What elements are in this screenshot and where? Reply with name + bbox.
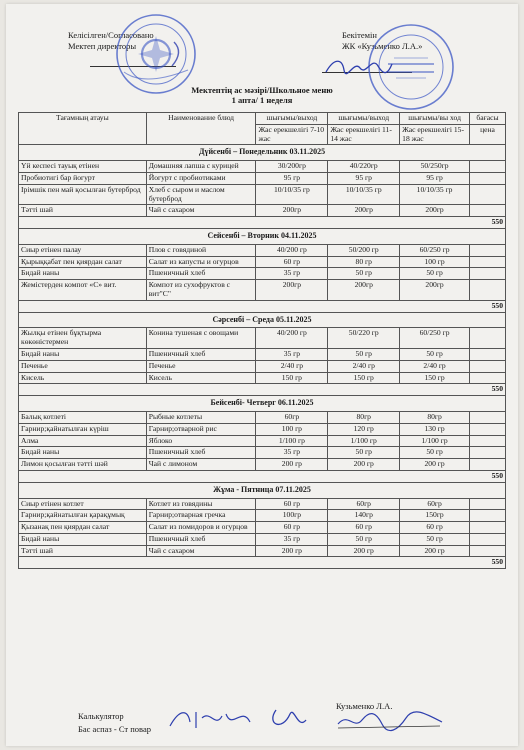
portion-15-18: 130 гр (400, 423, 470, 435)
price-cell (470, 510, 506, 522)
day-total-row (19, 300, 506, 312)
portion-11-14: 50/220 гр (328, 328, 400, 349)
table-row (19, 328, 506, 349)
price-cell (470, 372, 506, 384)
portion-7-10: 60 гр (256, 522, 328, 534)
table-row (19, 372, 506, 384)
portion-11-14: 50 гр (328, 447, 400, 459)
portion-7-10: 2/40 гр (256, 360, 328, 372)
day-header-row (19, 312, 506, 328)
portion-15-18: 60 гр (400, 522, 470, 534)
portion-15-18: 10/10/35 гр (400, 184, 470, 205)
table-row (19, 244, 506, 256)
portion-7-10: 60гр (256, 411, 328, 423)
dish-name-kz: Гарнир;қайнатылған қарақұмық (19, 510, 147, 522)
portion-7-10: 95 гр (256, 172, 328, 184)
portion-7-10: 1/100 гр (256, 435, 328, 447)
menu-sheet (6, 4, 518, 746)
portion-11-14: 200гр (328, 280, 400, 301)
menu-table (18, 112, 506, 569)
dish-name-kz: Үй кеспесі тауық етінен (19, 161, 147, 173)
dish-name-ru: Пшеничный хлеб (146, 533, 256, 545)
dish-name-ru: Пшеничный хлеб (146, 447, 256, 459)
dish-name-kz: Кисель (19, 372, 147, 384)
price-cell (470, 522, 506, 534)
price-cell (470, 268, 506, 280)
portion-11-14: 95 гр (328, 172, 400, 184)
portion-7-10: 40/200 гр (256, 244, 328, 256)
agreed-label: Келісілген/Согласовано (68, 30, 154, 40)
portion-15-18: 60/250 гр (400, 244, 470, 256)
dish-name-ru: Салат из капусты и огурцов (146, 256, 256, 268)
portion-11-14: 150 гр (328, 372, 400, 384)
portion-15-18: 2/40 гр (400, 360, 470, 372)
price-cell (470, 244, 506, 256)
price-cell (470, 161, 506, 173)
dish-name-kz: Лимон қосылған тәтті шәй (19, 459, 147, 471)
portion-15-18: 80гр (400, 411, 470, 423)
table-row (19, 522, 506, 534)
col-header-g3: шығымы/вы ход (400, 113, 470, 125)
dish-name-kz: Бидай наны (19, 447, 147, 459)
portion-7-10: 60 гр (256, 498, 328, 510)
price-cell (470, 447, 506, 459)
col-sub-price: цена (470, 124, 506, 145)
table-row (19, 423, 506, 435)
col-header-g2: шығымы/выход (328, 113, 400, 125)
dish-name-kz: Алма (19, 435, 147, 447)
col-header-g1: шығымы/выход (256, 113, 328, 125)
dish-name-kz: Бидай наны (19, 533, 147, 545)
price-cell (470, 184, 506, 205)
portion-11-14: 200 гр (328, 459, 400, 471)
table-row (19, 348, 506, 360)
entrepreneur-label: ЖК «Кузьменко Л.А.» (342, 41, 423, 51)
day-total-row (19, 384, 506, 396)
table-row (19, 268, 506, 280)
dish-name-kz: Қырыққабат пен қиярдан салат (19, 256, 147, 268)
portion-7-10: 200 гр (256, 459, 328, 471)
portion-11-14: 60гр (328, 498, 400, 510)
dish-name-kz: Балық котлеті (19, 411, 147, 423)
table-row (19, 545, 506, 557)
portion-7-10: 200гр (256, 280, 328, 301)
price-cell (470, 205, 506, 217)
menu-week: 1 апта/ 1 неделя (231, 95, 293, 105)
day-total-row (19, 470, 506, 482)
table-row (19, 435, 506, 447)
day-title: Сәрсенбі – Среда 05.11.2025 (19, 312, 506, 328)
calculator-name: Кузьменко Л.А. (336, 701, 393, 711)
portion-15-18: 200 гр (400, 545, 470, 557)
price-cell (470, 423, 506, 435)
table-row (19, 280, 506, 301)
portion-11-14: 80 гр (328, 256, 400, 268)
portion-15-18: 60гр (400, 498, 470, 510)
dish-name-ru: Плов с говядиной (146, 244, 256, 256)
dish-name-ru: Рыбные котлеты (146, 411, 256, 423)
dish-name-ru: Чай с сахаром (146, 205, 256, 217)
portion-7-10: 35 гр (256, 447, 328, 459)
portion-15-18: 50 гр (400, 268, 470, 280)
dish-name-ru: Хлеб с сыром и маслом бутерброд (146, 184, 256, 205)
dish-name-ru: Салат из помидоров и огурцов (146, 522, 256, 534)
dish-name-kz: Ірімшік пен май қосылған бутерброд (19, 184, 147, 205)
menu-body (19, 145, 506, 569)
price-cell (470, 545, 506, 557)
portion-7-10: 35 гр (256, 533, 328, 545)
dish-name-kz: Бидай наны (19, 268, 147, 280)
portion-11-14: 60 гр (328, 522, 400, 534)
portion-15-18: 200гр (400, 205, 470, 217)
day-total-row (19, 217, 506, 229)
portion-7-10: 35 гр (256, 268, 328, 280)
price-cell (470, 328, 506, 349)
menu-title: Мектептің ас мәзірі/Школьное меню (191, 85, 333, 95)
dish-name-ru: Гарнир;отварная гречка (146, 510, 256, 522)
portion-7-10: 40/200 гр (256, 328, 328, 349)
price-cell (470, 172, 506, 184)
price-cell (470, 411, 506, 423)
dish-name-ru: Котлет из говядины (146, 498, 256, 510)
dish-name-ru: Яблоко (146, 435, 256, 447)
approve-label: Бекітемін (342, 30, 377, 40)
price-cell (470, 435, 506, 447)
table-row (19, 459, 506, 471)
dish-name-kz: Сиыр етінен палау (19, 244, 147, 256)
price-cell (470, 459, 506, 471)
portion-15-18: 50 гр (400, 447, 470, 459)
day-header-row (19, 145, 506, 161)
col-sub-g3: Жас ерекшелігі 15-18 жас (400, 124, 470, 145)
day-total-price: 550 (19, 217, 506, 229)
col-sub-g1: Жас ерекшелігі 7-10 жас (256, 124, 328, 145)
portion-7-10: 60 гр (256, 256, 328, 268)
day-title: Бейсенбі- Четверг 06.11.2025 (19, 396, 506, 412)
col-header-ru: Наименование блюд (146, 113, 256, 145)
dish-name-kz: Қызанақ пен қиярдан салат (19, 522, 147, 534)
director-label: Мектеп директоры (68, 41, 137, 51)
col-header-kz: Тағамның атауы (19, 113, 147, 145)
dish-name-ru: Печенье (146, 360, 256, 372)
portion-7-10: 100гр (256, 510, 328, 522)
day-title: Дүйсенбі – Понедельник 03.11.2025 (19, 145, 506, 161)
portion-15-18: 100 гр (400, 256, 470, 268)
dish-name-ru: Гарнир;отварной рис (146, 423, 256, 435)
portion-7-10: 35 гр (256, 348, 328, 360)
day-total-price: 550 (19, 300, 506, 312)
table-row (19, 205, 506, 217)
price-cell (470, 348, 506, 360)
portion-15-18: 50/250гр (400, 161, 470, 173)
table-row (19, 411, 506, 423)
table-row (19, 447, 506, 459)
portion-11-14: 50 гр (328, 348, 400, 360)
dish-name-kz: Печенье (19, 360, 147, 372)
portion-7-10: 100 гр (256, 423, 328, 435)
calculator-label: Калькулятор (78, 711, 124, 721)
portion-15-18: 50 гр (400, 533, 470, 545)
dish-name-ru: Пшеничный хлеб (146, 268, 256, 280)
portion-7-10: 150 гр (256, 372, 328, 384)
portion-11-14: 40/220гр (328, 161, 400, 173)
portion-11-14: 1/100 гр (328, 435, 400, 447)
dish-name-kz: Сиыр етінен котлет (19, 498, 147, 510)
dish-name-kz: Пробиотигі бар йогурт (19, 172, 147, 184)
head-cook-label: Бас аспаз - Ст повар (78, 724, 151, 734)
dish-name-kz: Тәтті шай (19, 205, 147, 217)
portion-11-14: 200гр (328, 205, 400, 217)
price-cell (470, 280, 506, 301)
price-cell (470, 533, 506, 545)
portion-11-14: 50/200 гр (328, 244, 400, 256)
portion-11-14: 50 гр (328, 533, 400, 545)
table-row (19, 498, 506, 510)
portion-7-10: 200 гр (256, 545, 328, 557)
table-row (19, 184, 506, 205)
portion-11-14: 50 гр (328, 268, 400, 280)
portion-7-10: 10/10/35 гр (256, 184, 328, 205)
calculator-signature (336, 710, 446, 732)
portion-7-10: 200гр (256, 205, 328, 217)
portion-15-18: 150 гр (400, 372, 470, 384)
price-cell (470, 256, 506, 268)
day-title: Сейсенбі – Вторник 04.11.2025 (19, 228, 506, 244)
day-title: Жұма - Пятница 07.11.2025 (19, 482, 506, 498)
cook-signature (166, 704, 316, 734)
table-row (19, 360, 506, 372)
dish-name-kz: Бидай наны (19, 348, 147, 360)
portion-15-18: 95 гр (400, 172, 470, 184)
day-total-price: 550 (19, 557, 506, 569)
col-header-price: бағасы (470, 113, 506, 125)
dish-name-ru: Конина тушеная с овощами (146, 328, 256, 349)
portion-15-18: 150гр (400, 510, 470, 522)
day-header-row (19, 228, 506, 244)
portion-15-18: 200гр (400, 280, 470, 301)
day-total-row (19, 557, 506, 569)
table-row (19, 161, 506, 173)
table-row (19, 510, 506, 522)
portion-11-14: 2/40 гр (328, 360, 400, 372)
portion-15-18: 200 гр (400, 459, 470, 471)
dish-name-ru: Чай с сахаром (146, 545, 256, 557)
portion-15-18: 60/250 гр (400, 328, 470, 349)
approver-signature (324, 54, 394, 78)
day-header-row (19, 482, 506, 498)
portion-15-18: 50 гр (400, 348, 470, 360)
dish-name-kz: Жемістерден компот «С» вит. (19, 280, 147, 301)
dish-name-kz: Тәтті шай (19, 545, 147, 557)
portion-15-18: 1/100 гр (400, 435, 470, 447)
portion-7-10: 30/200гр (256, 161, 328, 173)
portion-11-14: 200 гр (328, 545, 400, 557)
portion-11-14: 80гр (328, 411, 400, 423)
dish-name-ru: Кисель (146, 372, 256, 384)
school-seal-stamp (114, 12, 198, 96)
price-cell (470, 360, 506, 372)
dish-name-ru: Домашняя лапша с курицей (146, 161, 256, 173)
dish-name-ru: Чай с лимоном (146, 459, 256, 471)
col-sub-g2: Жас ерекшелігі 11-14 жас (328, 124, 400, 145)
dish-name-ru: Компот из сухофруктов с вит"С" (146, 280, 256, 301)
table-header-row (19, 113, 506, 125)
day-header-row (19, 396, 506, 412)
price-cell (470, 498, 506, 510)
dish-name-kz: Жылқы етінен бұқтырма көкөністермен (19, 328, 147, 349)
dish-name-ru: Йогурт с пробиотиками (146, 172, 256, 184)
portion-11-14: 140гр (328, 510, 400, 522)
day-total-price: 550 (19, 470, 506, 482)
portion-11-14: 10/10/35 гр (328, 184, 400, 205)
table-row (19, 533, 506, 545)
portion-11-14: 120 гр (328, 423, 400, 435)
day-total-price: 550 (19, 384, 506, 396)
table-row (19, 172, 506, 184)
dish-name-ru: Пшеничный хлеб (146, 348, 256, 360)
table-row (19, 256, 506, 268)
dish-name-kz: Гарнир;қайнатылған күріш (19, 423, 147, 435)
